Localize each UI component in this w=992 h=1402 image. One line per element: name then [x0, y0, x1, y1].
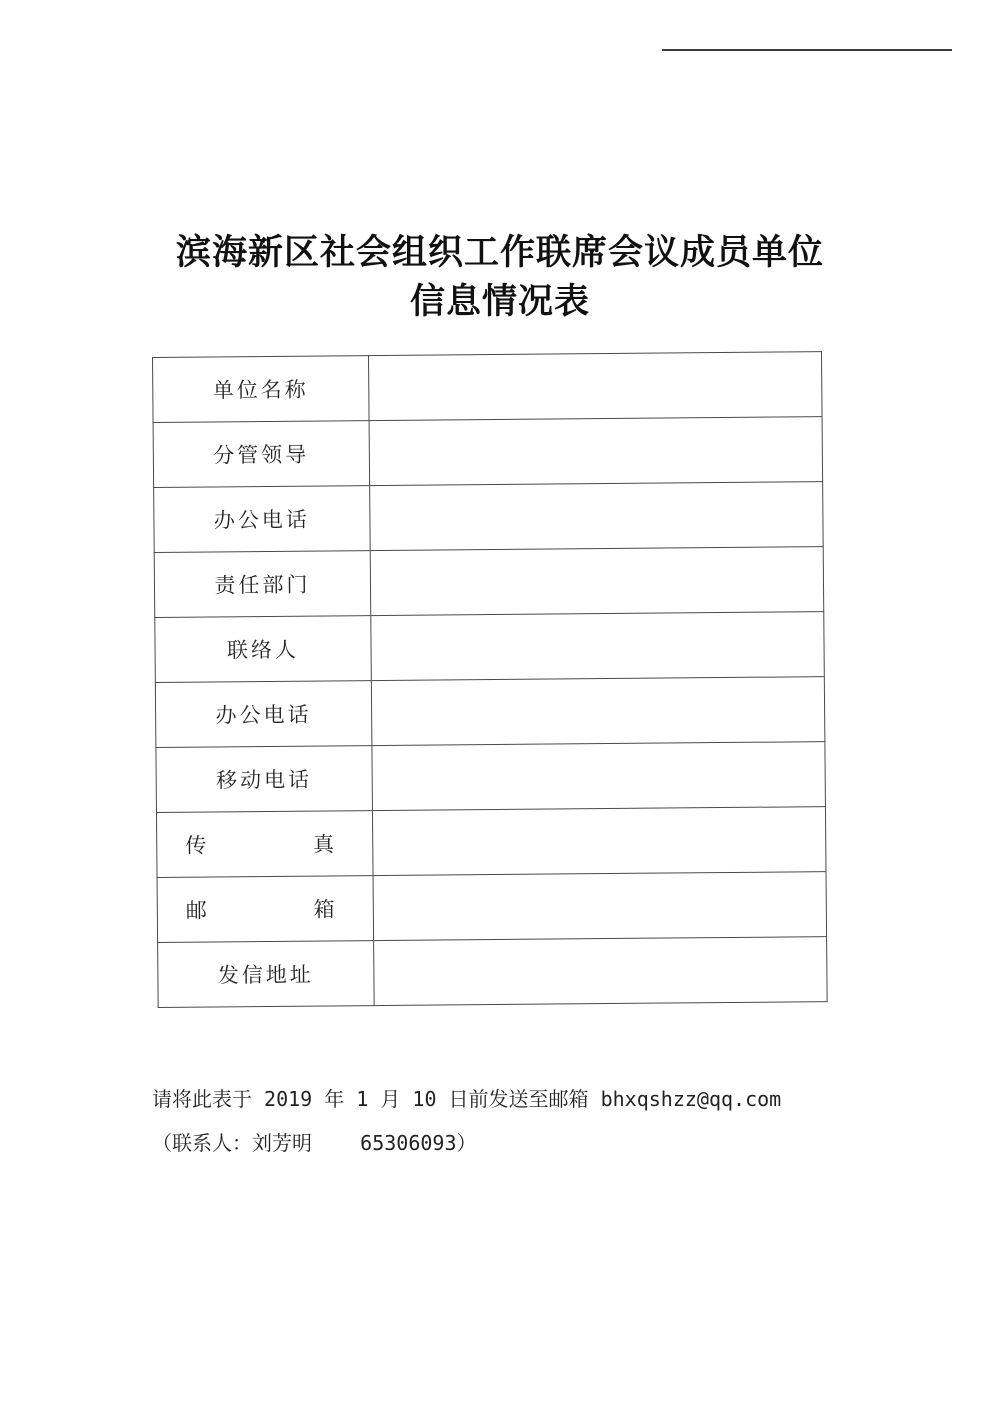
label-office-phone-2: 办公电话	[155, 681, 371, 748]
label-leader: 分管领导	[153, 421, 369, 488]
document-subtitle: 信息情况表	[409, 281, 590, 322]
form-row-department	[154, 547, 824, 618]
form-row-office-phone	[154, 482, 824, 553]
form-row-email	[157, 872, 827, 943]
form-row-contact	[155, 612, 825, 683]
label-unit-name: 单位名称	[153, 356, 369, 423]
document-title: 滨海新区社会组织工作联席会议成员单位	[175, 232, 824, 273]
value-contact[interactable]	[371, 612, 825, 681]
label-fax: 传 真	[156, 811, 372, 878]
value-office-phone[interactable]	[369, 482, 823, 551]
top-divider	[662, 49, 952, 51]
value-email[interactable]	[373, 872, 827, 941]
form-row-leader	[153, 417, 823, 488]
value-office-phone-2[interactable]	[371, 677, 825, 746]
label-email: 邮 箱	[157, 876, 373, 943]
value-leader[interactable]	[369, 417, 823, 486]
label-department: 责任部门	[154, 551, 370, 618]
value-department[interactable]	[370, 547, 824, 616]
value-address[interactable]	[373, 937, 827, 1006]
label-address: 发信地址	[158, 941, 374, 1008]
contact-note: （联系人：刘芳明 65306093）	[152, 1131, 477, 1155]
value-fax[interactable]	[372, 807, 826, 876]
form-row-address	[158, 937, 828, 1008]
label-mobile: 移动电话	[156, 746, 372, 813]
value-unit-name[interactable]	[368, 352, 822, 421]
form-row-unit-name	[153, 352, 823, 423]
form-row-mobile	[156, 742, 826, 813]
form-row-fax	[156, 807, 826, 878]
submission-instruction: 请将此表于 2019 年 1 月 10 日前发送至邮箱 bhxqshzz@qq.com	[152, 1087, 782, 1111]
value-mobile[interactable]	[372, 742, 826, 811]
label-contact: 联络人	[155, 616, 371, 683]
info-form-table	[152, 351, 828, 1008]
label-office-phone: 办公电话	[154, 486, 370, 553]
form-row-office-phone-2	[155, 677, 825, 748]
